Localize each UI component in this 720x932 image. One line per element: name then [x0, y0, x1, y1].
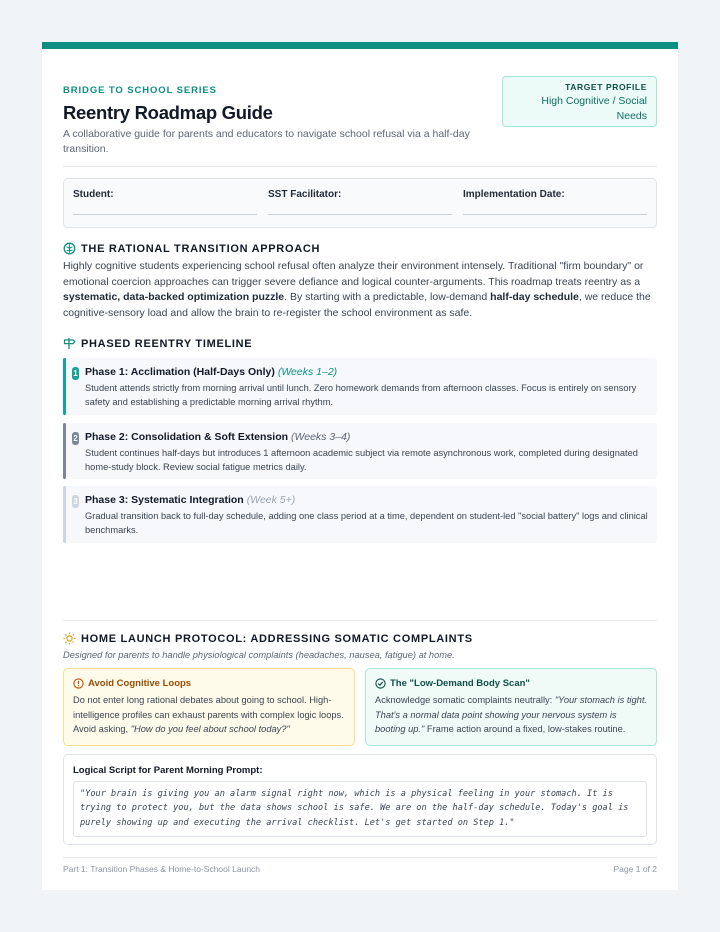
protocol-divider	[63, 620, 657, 621]
avoid-loops-title: Avoid Cognitive Loops	[88, 678, 192, 689]
protocol-heading-text: HOME LAUNCH PROTOCOL: ADDRESSING SOMATIC COMPLAINTS	[81, 632, 473, 645]
phase-1-card	[63, 358, 657, 415]
phase-1-title-text: Phase 1: Acclimation (Half-Days Only)	[85, 366, 275, 378]
student-field-line[interactable]	[73, 214, 257, 215]
phase-3-number: 3	[73, 497, 78, 506]
signpost-icon	[63, 337, 76, 350]
page-subtitle: A collaborative guide for parents and educators to navigate school refusal via a half-day transition.	[63, 128, 470, 155]
brain-icon	[63, 242, 76, 255]
info-fields	[63, 178, 657, 228]
phase-1-description: Student attends strictly from morning arrival until lunch. Zero homework demands from afternoon classes. Focus is entirely on sensory safety and establishing a predictable morning arrival rhythm.	[85, 383, 637, 407]
phase-2-number: 2	[73, 434, 78, 443]
avoid-loops-card	[63, 668, 355, 746]
header-divider	[63, 166, 657, 167]
footer-divider	[63, 857, 657, 858]
implementation-date-field-label: Implementation Date:	[463, 189, 565, 200]
phase-2-title	[85, 431, 350, 443]
phase-3-accent-bar	[63, 486, 66, 543]
phase-2-card	[63, 423, 657, 479]
phase-2-accent-bar	[63, 423, 66, 479]
sst-facilitator-field-label: SST Facilitator:	[268, 189, 342, 200]
target-profile-label: TARGET PROFILE	[565, 82, 647, 92]
avoid-loops-quote: "How do you feel about school today?"	[130, 724, 290, 734]
target-profile-value: High Cognitive / Social Needs	[541, 95, 647, 122]
phase-3-title-text: Phase 3: Systematic Integration	[85, 494, 244, 506]
document-page	[42, 42, 678, 890]
implementation-date-field[interactable]	[463, 189, 647, 215]
protocol-heading	[63, 632, 473, 645]
page-title: Reentry Roadmap Guide	[63, 102, 273, 123]
parent-script-box	[63, 754, 657, 845]
body-scan-header	[375, 678, 647, 689]
parent-script-label: Logical Script for Parent Morning Prompt:	[73, 765, 263, 776]
body-scan-title: The "Low-Demand Body Scan"	[390, 678, 530, 689]
phase-3-card	[63, 486, 657, 543]
avoid-loops-text	[73, 693, 345, 737]
sst-facilitator-field[interactable]	[268, 189, 452, 215]
sun-icon	[63, 632, 76, 645]
protocol-subheading: Designed for parents to handle physiological complaints (headaches, nausea, fatigue) at home.	[63, 650, 455, 660]
phase-2-title-text: Phase 2: Consolidation & Soft Extension	[85, 431, 289, 443]
alert-circle-icon	[73, 678, 84, 689]
check-circle-icon	[375, 678, 386, 689]
phase-1-accent-bar	[63, 358, 66, 415]
phase-1-number: 1	[73, 369, 78, 378]
approach-bold-2: half-day schedule	[490, 291, 579, 303]
phase-3-description: Gradual transition back to full-day schedule, adding one class period at a time, dependent on student-led "social battery" logs and clinical benchmarks.	[85, 511, 648, 535]
phase-1-weeks: (Weeks 1–2)	[277, 366, 338, 378]
approach-text-2: . By starting with a predictable, low-demand	[284, 291, 491, 303]
series-label: BRIDGE TO SCHOOL SERIES	[63, 85, 217, 96]
approach-heading-text: THE RATIONAL TRANSITION APPROACH	[81, 242, 321, 255]
parent-script-quote: "Your brain is giving you an alarm signal right now, which is a physical feeling in your stomach. It is trying to protect you, but the data shows school is safe. We are on the half-day schedule. Today's goal is purely showing up and executing the arrival checklist. Let's get started on Step 1."	[73, 781, 647, 837]
body-scan-text	[375, 693, 647, 737]
approach-heading	[63, 242, 320, 255]
student-field-label: Student:	[73, 189, 114, 200]
body-scan-body-2: Frame action around a fixed, low-stakes routine.	[424, 724, 626, 734]
sst-facilitator-field-line[interactable]	[268, 214, 452, 215]
phase-1-title	[85, 366, 337, 378]
timeline-heading	[63, 337, 252, 350]
timeline-heading-text: PHASED REENTRY TIMELINE	[81, 337, 253, 350]
footer-section-label: Part 1: Transition Phases & Home-to-School Launch	[63, 864, 261, 874]
body-scan-quote: "Your stomach is tight. That's a normal data point showing your nervous system is booting up."	[375, 695, 648, 734]
phase-3-weeks: (Week 5+)	[246, 494, 296, 506]
approach-text-3: , we reduce the cognitive-sensory load and allow the brain to re-register the school environment as safe.	[63, 291, 651, 319]
approach-text-1: Highly cognitive students experiencing school refusal often analyze their environment intensely. Traditional "firm boundary" or emotional coercion approaches can trigger severe defiance and logical counter-arguments. This roadmap treats reentry as a	[63, 260, 644, 288]
phase-3-title	[85, 494, 295, 506]
page-number: Page 1 of 2	[613, 864, 657, 874]
phase-2-weeks: (Weeks 3–4)	[291, 431, 351, 443]
phase-2-description: Student continues half-days but introduces 1 afternoon academic subject via remote asynchronous work, completed during designated home-study block. Review social fatigue metrics daily.	[85, 448, 638, 472]
approach-paragraph	[63, 259, 657, 321]
avoid-loops-body: Do not enter long rational debates about going to school. High-intelligence profiles can exhaust parents with complex logic loops. Avoid asking,	[73, 695, 344, 734]
avoid-loops-header	[73, 678, 345, 689]
approach-bold-1: systematic, data-backed optimization puzzle	[63, 291, 285, 303]
body-scan-card	[365, 668, 657, 746]
implementation-date-field-line[interactable]	[463, 214, 647, 215]
body-scan-body-1: Acknowledge somatic complaints neutrally:	[375, 695, 555, 705]
student-field[interactable]	[73, 189, 257, 215]
target-profile-badge	[502, 76, 657, 127]
